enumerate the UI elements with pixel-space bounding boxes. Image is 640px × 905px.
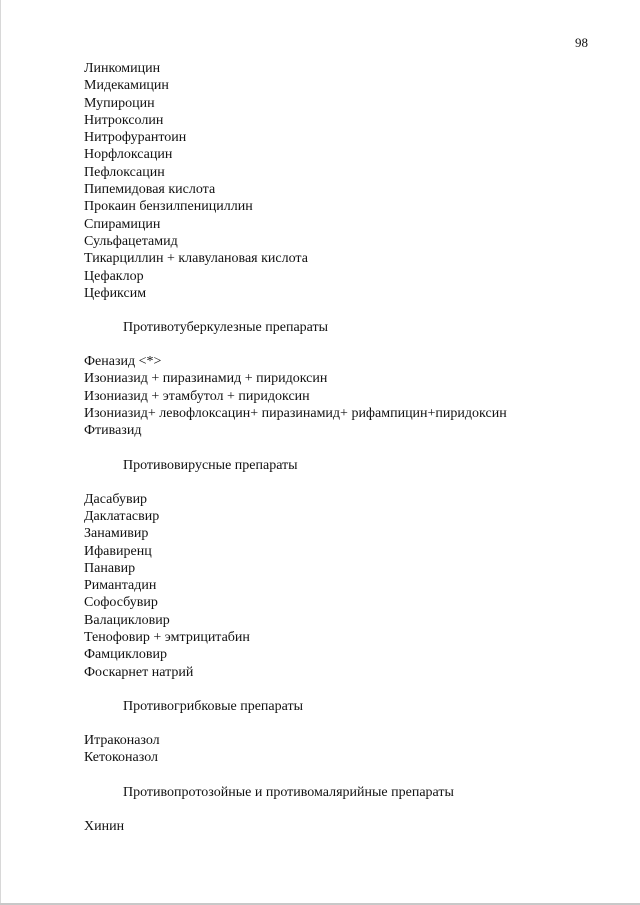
drug-name: Нитрофурантоин	[84, 130, 187, 146]
drug-name: Итраконазол	[84, 732, 160, 748]
drug-group	[84, 302, 604, 439]
section-spacer	[84, 440, 604, 457]
drug-name: Мупироцин	[84, 95, 155, 111]
drug-name: Мидекамицин	[84, 78, 169, 94]
section-heading: Противовирусные препараты	[123, 457, 298, 473]
drug-name: Изониазид + этамбутол + пиридоксин	[84, 388, 310, 404]
drug-name: Изониазид+ левофлоксацин+ пиразинамид+ рифампицин+пиридоксин	[84, 406, 507, 422]
section-heading: Противопротозойные и противомалярийные препараты	[123, 784, 454, 800]
section-heading: Противотуберкулезные препараты	[123, 320, 329, 336]
section-spacer	[84, 302, 604, 319]
drug-name: Фтивазид	[84, 423, 142, 439]
drug-name: Спирамицин	[84, 216, 161, 232]
scan-left-edge	[0, 0, 1, 905]
section-spacer	[84, 336, 604, 353]
section-heading: Противогрибковые препараты	[123, 698, 304, 714]
drug-name: Феназид <*>	[84, 354, 162, 370]
drug-name: Тикарциллин + клавулановая кислота	[84, 251, 308, 267]
drug-name: Римантадин	[84, 578, 157, 594]
section-spacer	[84, 801, 604, 818]
drug-name: Пефлоксацин	[84, 164, 165, 180]
drug-name: Занамивир	[84, 526, 149, 542]
drug-name: Линкомицин	[84, 61, 161, 76]
drug-name: Ифавиренц	[84, 543, 152, 559]
drug-group	[84, 440, 604, 681]
drug-name: Валацикловир	[84, 612, 170, 628]
drug-name: Панавир	[84, 560, 136, 576]
drug-name: Цефиксим	[84, 285, 147, 301]
drug-name: Изониазид + пиразинамид + пиридоксин	[84, 371, 328, 387]
drug-name: Фоскарнет натрий	[84, 664, 194, 680]
drug-name: Тенофовир + эмтрицитабин	[84, 630, 250, 646]
drug-name: Кетоконазол	[84, 750, 158, 766]
drug-name: Дасабувир	[84, 491, 148, 507]
section-spacer	[84, 767, 604, 784]
drug-name: Фамцикловир	[84, 647, 168, 663]
drug-name: Даклатасвир	[84, 508, 160, 524]
section-spacer	[84, 715, 604, 732]
drug-name: Норфлоксацин	[84, 147, 173, 163]
drug-name: Пипемидовая кислота	[84, 182, 216, 198]
drug-name: Нитроксолин	[84, 112, 164, 128]
drug-group	[84, 767, 604, 835]
drug-group	[84, 60, 604, 302]
drug-name: Прокаин бензилпенициллин	[84, 199, 253, 215]
drug-group	[84, 681, 604, 767]
drug-name: Софосбувир	[84, 595, 158, 611]
drug-list	[84, 60, 604, 835]
drug-name: Сульфацетамид	[84, 233, 178, 249]
page-number: 98	[575, 35, 588, 50]
section-spacer	[84, 474, 604, 491]
section-spacer	[84, 681, 604, 698]
drug-name: Хинин	[84, 818, 125, 834]
drug-name: Цефаклор	[84, 268, 144, 284]
